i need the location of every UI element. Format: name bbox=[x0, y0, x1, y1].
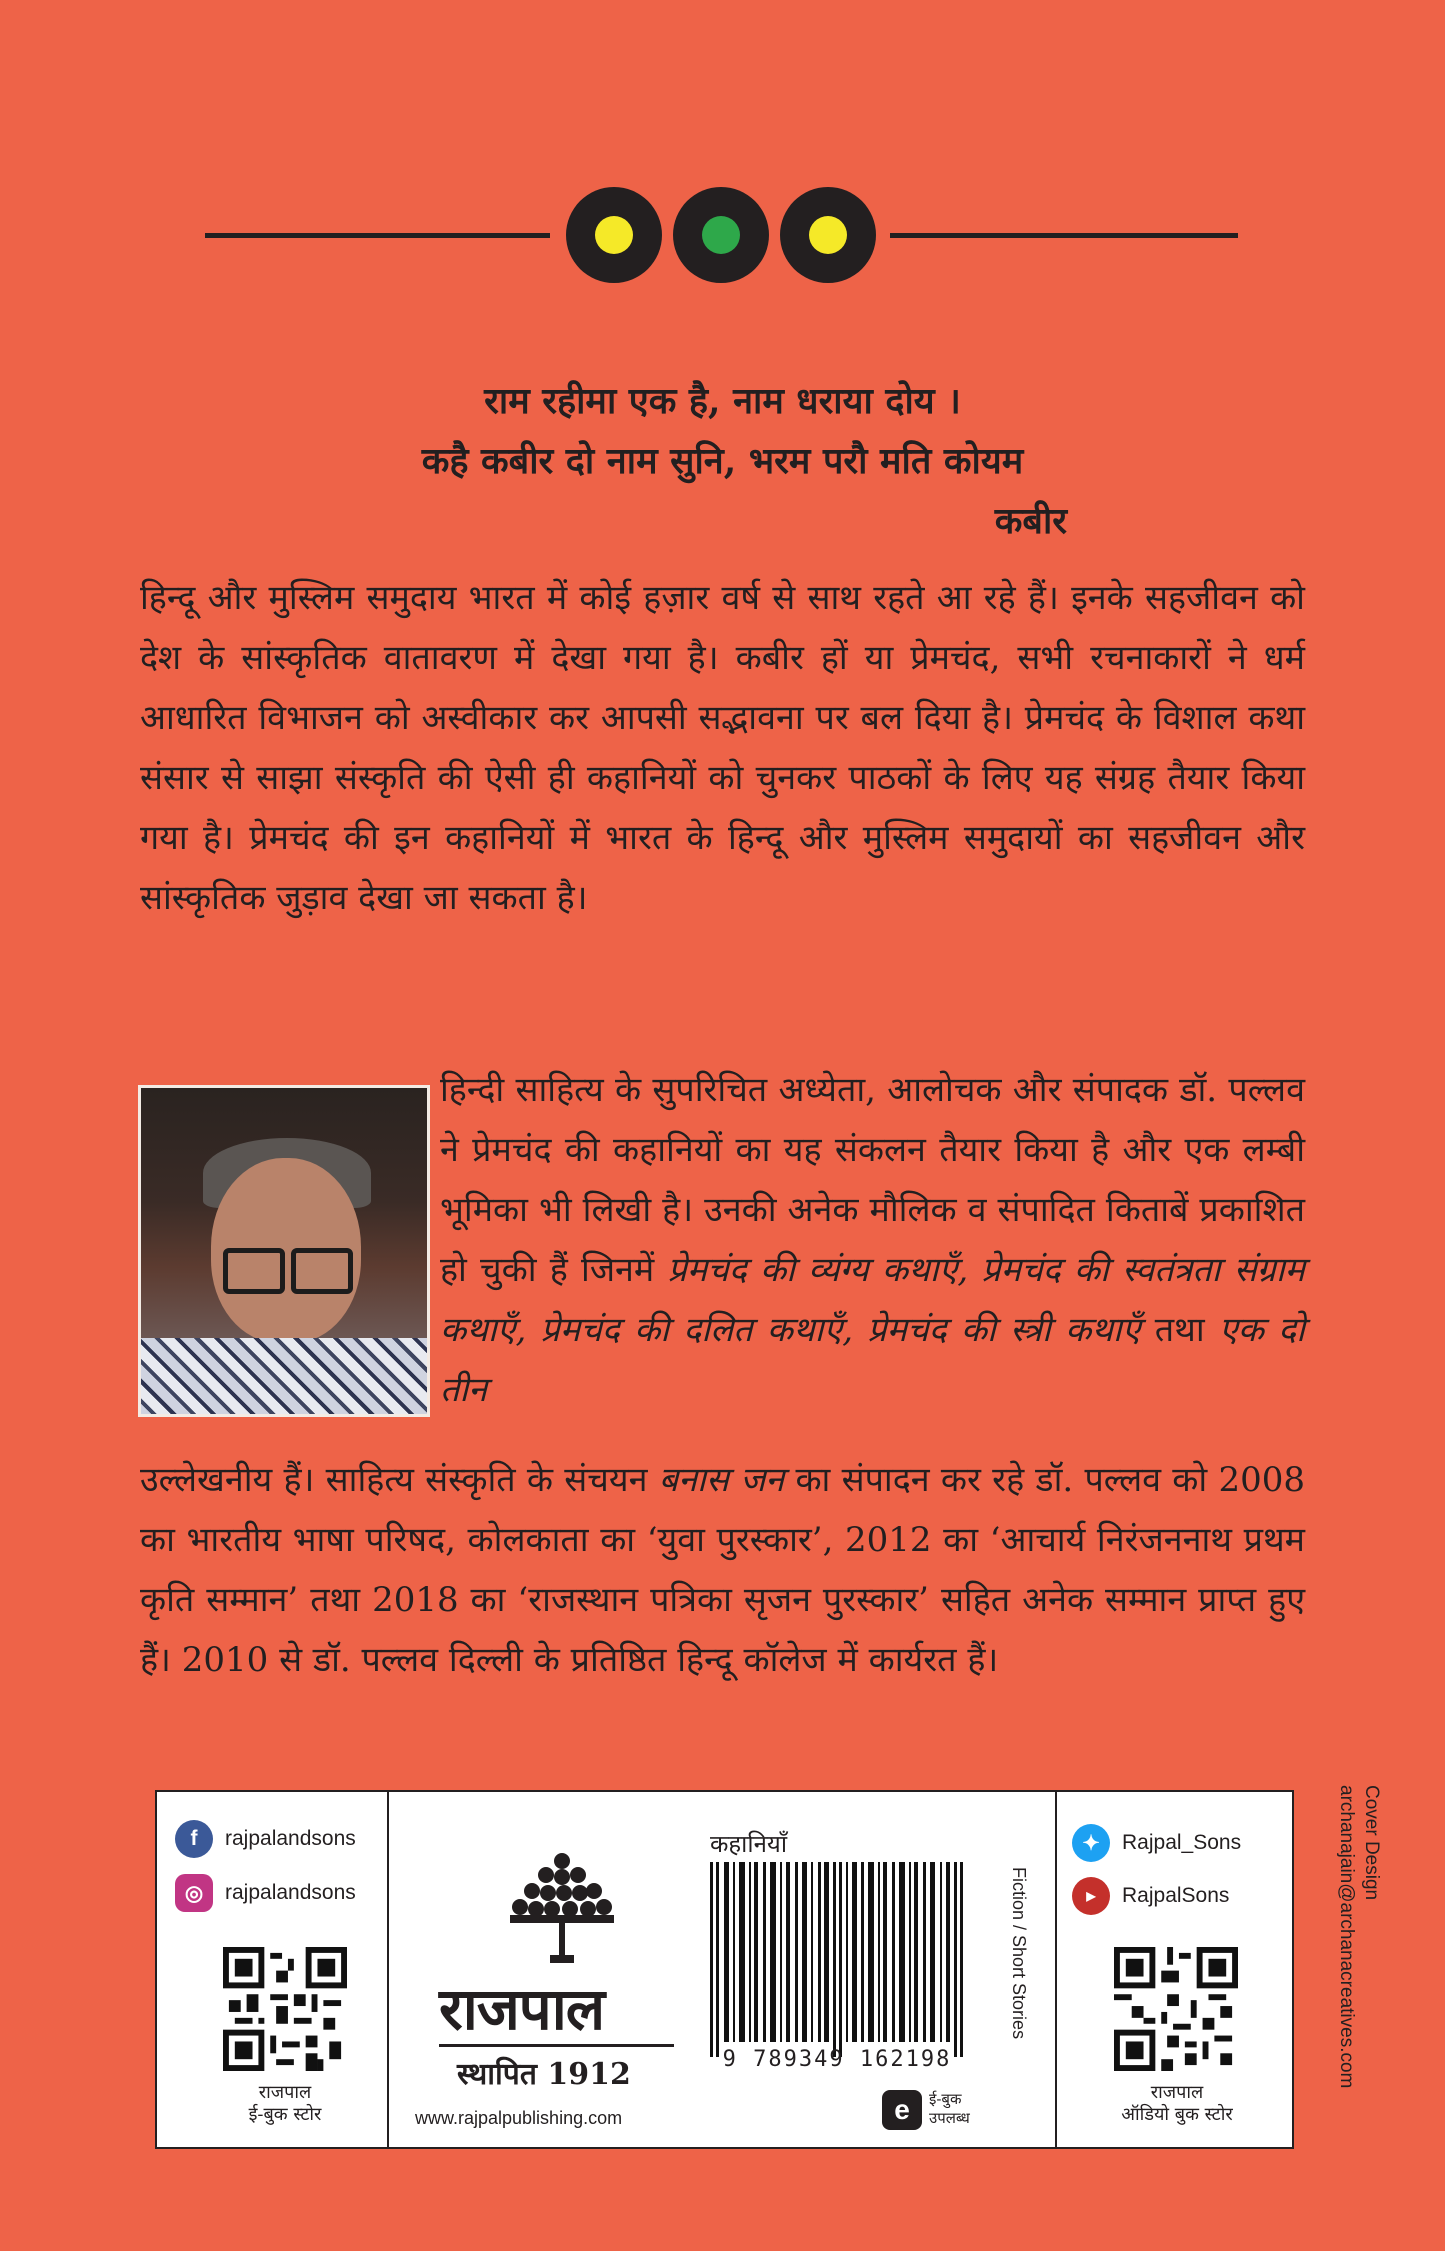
decorative-divider bbox=[0, 185, 1445, 285]
instagram-link[interactable] bbox=[175, 1874, 356, 1912]
twitter-handle: Rajpal_Sons bbox=[1122, 1831, 1242, 1854]
couplet-line-1: राम रहीमा एक है, नाम धराया दोय । bbox=[484, 380, 961, 422]
ebook-icon: e bbox=[882, 2090, 922, 2130]
journal-title: बनास जन bbox=[658, 1460, 785, 1500]
genre-english: Fiction / Short Stories bbox=[1009, 1867, 1029, 2040]
bio-text-1: हिन्दी साहित्य के सुपरिचित अध्येता, आलोचक और संपादक डॉ. पल्लव ने प्रेमचंद की कहानियों का यह संकलन तैयार किया है और एक लम्बी भूमिका भी लिखी है। उनकी अनेक मौलिक व संपादित किताबें प्रकाशित हो चुकी हैं जिनमें bbox=[440, 1070, 1305, 1290]
audiobook-store-label-line1: राजपाल bbox=[1150, 2082, 1204, 2103]
website-link[interactable]: www.rajpalpublishing.com bbox=[415, 2108, 623, 2128]
divider-line-right bbox=[890, 233, 1238, 238]
genre-hindi: कहानियाँ bbox=[710, 1830, 788, 1858]
ebook-store-label-line2: ई-बुक स्टोर bbox=[248, 2104, 322, 2125]
yellow-dot-icon bbox=[595, 216, 633, 254]
instagram-handle: rajpalandsons bbox=[225, 1881, 356, 1904]
facebook-link[interactable] bbox=[175, 1820, 356, 1858]
couplet-line-2: कहै कबीर दो नाम सुनि, भरम परौ मति कोयम bbox=[421, 440, 1024, 482]
divider-circle-right bbox=[780, 187, 876, 283]
isbn-digits: 9 789349 162198 bbox=[722, 2047, 952, 2072]
youtube-icon: ▶ bbox=[1072, 1877, 1110, 1915]
author-photo bbox=[138, 1085, 430, 1417]
panel-separator bbox=[1055, 1792, 1057, 2147]
book-title-4: प्रेमचंद की स्त्री कथाएँ bbox=[867, 1310, 1141, 1350]
tree-logo-icon bbox=[502, 1847, 622, 1977]
youtube-handle: RajpalSons bbox=[1122, 1884, 1230, 1907]
ebook-badge-line1: ई-बुक bbox=[929, 2090, 962, 2108]
intro-paragraph: हिन्दू और मुस्लिम समुदाय भारत में कोई हज़ार वर्ष से साथ रहते आ रहे हैं। इनके सहजीवन को देश के सांस्कृतिक वातावरण में देखा गया है। कबीर हों या प्रेमचंद, सभी रचनाकारों ने धर्म आधारित विभाजन को अस्वीकार कर आपसी सद्भावना पर बल दिया है। प्रेमचंद के विशाल कथा संसार से साझा संस्कृति की ऐसी ही कहानियों को चुनकर पाठकों के लिए यह संग्रह तैयार किया गया है। प्रेमचंद की इन कहानियों में भारत के हिन्दू और मुस्लिम समुदायों का सहजीवन और सांस्कृतिक जुड़ाव देखा जा सकता है। bbox=[140, 578, 1305, 918]
green-dot-icon bbox=[702, 216, 740, 254]
facebook-handle: rajpalandsons bbox=[225, 1827, 356, 1850]
twitter-link[interactable] bbox=[1072, 1824, 1241, 1862]
divider-circle-left bbox=[566, 187, 662, 283]
ebook-available-badge bbox=[929, 2090, 970, 2128]
instagram-icon: ◎ bbox=[175, 1874, 213, 1912]
ebook-store-label-line1: राजपाल bbox=[258, 2082, 312, 2103]
logo-underline bbox=[439, 2044, 674, 2047]
author-bio-bottom bbox=[140, 1450, 1305, 1690]
author-bio-top bbox=[440, 1060, 1305, 1420]
book-title-1: प्रेमचंद की व्यंग्य कथाएँ, bbox=[667, 1250, 969, 1290]
isbn-barcode bbox=[702, 1862, 972, 2057]
book-title-5: एक दो तीन bbox=[440, 1310, 1305, 1410]
bio-tatha: तथा bbox=[1154, 1310, 1205, 1350]
book-title-3: प्रेमचंद की दलित कथाएँ, bbox=[540, 1310, 854, 1350]
audiobook-store-qr-code[interactable] bbox=[1114, 1947, 1238, 2071]
audiobook-store-label bbox=[1077, 2082, 1277, 2126]
youtube-link[interactable] bbox=[1072, 1877, 1229, 1915]
established-year: स्थापित 1912 bbox=[457, 2057, 631, 2092]
divider-line-left bbox=[205, 233, 550, 238]
bio-text-2: उल्लेखनीय हैं। साहित्य संस्कृति के संचयन bbox=[140, 1460, 648, 1500]
bio-text-3: का संपादन कर रहे डॉ. पल्लव को 2008 का भारतीय भाषा परिषद, कोलकाता का ‘युवा पुरस्कार’, 2012 का ‘आचार्य निरंजननाथ प्रथम कृति सम्मान’ तथा 2018 का ‘राजस्थान पत्रिका सृजन पुरस्कार’ सहित अनेक सम्मान प्राप्त हुए हैं। 2010 से डॉ. पल्लव दिल्ली के प्रतिष्ठित हिन्दू कॉलेज में कार्यरत हैं। bbox=[140, 1460, 1306, 1680]
ebook-store-qr-code[interactable] bbox=[223, 1947, 347, 2071]
panel-separator bbox=[387, 1792, 389, 2147]
audiobook-store-label-line2: ऑडियो बुक स्टोर bbox=[1121, 2104, 1233, 2125]
couplet-author: कबीर bbox=[994, 500, 1067, 542]
publisher-panel bbox=[155, 1790, 1294, 2149]
cover-designer-email: archanajain@archanacreatives.com bbox=[1336, 1785, 1357, 2089]
ebook-store-label bbox=[187, 2082, 383, 2126]
twitter-icon: ✦ bbox=[1072, 1824, 1110, 1862]
ebook-badge-line2: उपलब्ध bbox=[929, 2109, 970, 2127]
publisher-logo-wordmark: राजपाल bbox=[439, 1975, 605, 2043]
divider-circle-middle bbox=[673, 187, 769, 283]
cover-design-label: Cover Design bbox=[1361, 1785, 1382, 1901]
yellow-dot-icon bbox=[809, 216, 847, 254]
facebook-icon: f bbox=[175, 1820, 213, 1858]
book-title-2: प्रेमचंद की स्वतंत्रता संग्राम कथाएँ, bbox=[440, 1250, 1305, 1350]
